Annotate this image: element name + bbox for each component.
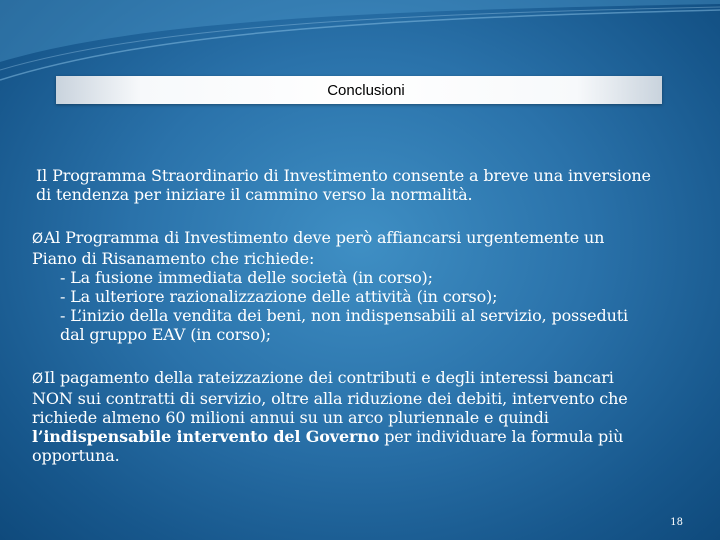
bullet-2-text-end: per individuare la formula più opportuna. (32, 427, 624, 465)
bullet-2-text-start: Il pagamento della rateizzazione dei contributi e degli interessi bancari NON sui contratti di servizio, oltre alla riduzione dei debiti, intervento che richiede almeno 60 milioni annui su un arco pluriennale e quindi (32, 368, 628, 427)
page-number: 18 (670, 517, 683, 528)
sub-item-1: - La fusione immediata delle società (in corso); (60, 268, 433, 287)
bullet-block-2 (32, 368, 652, 465)
sub-item-2: - La ulteriore razionalizzazione delle attività (in corso); (60, 287, 498, 306)
bullet-1-text: Al Programma di Investimento deve però affiancarsi urgentemente un Piano di Risanamento che richiede: (32, 228, 605, 268)
title-bar (56, 76, 662, 104)
sub-item-3: - L’inizio della vendita dei beni, non indispensabili al servizio, posseduti dal gruppo EAV (in corso); (60, 306, 628, 344)
arrow-bullet-icon: Ø (32, 231, 43, 247)
bullet-block-1 (32, 228, 652, 344)
arrow-bullet-icon: Ø (32, 371, 43, 387)
bullet-2 (32, 368, 652, 465)
intro-paragraph: Il Programma Straordinario di Investimento consente a breve una inversione di tendenza per iniziare il cammino verso la normalità. (36, 166, 651, 204)
bullet-2-emphasis: l’indispensabile intervento del Governo (32, 427, 380, 446)
slide-title: Conclusioni (327, 81, 405, 99)
slide-body (32, 166, 652, 465)
decorative-swoosh (0, 0, 720, 140)
bullet-1 (32, 228, 652, 268)
